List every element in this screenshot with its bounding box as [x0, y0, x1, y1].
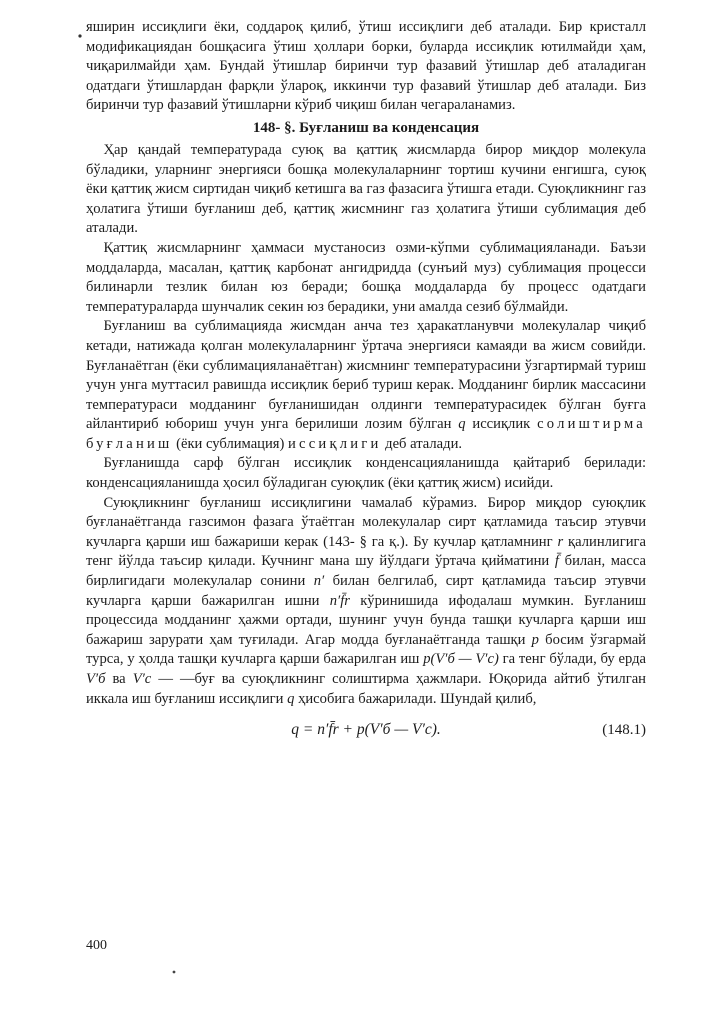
equation-number: (148.1): [602, 722, 646, 739]
symbol-p: p: [531, 631, 539, 648]
symbol-f-bar: f̄: [554, 553, 559, 570]
term-heat: иссиқлиги: [288, 435, 382, 452]
page-body: [86, 18, 646, 743]
opening-paragraph: яширин иссиқлиги ёки, соддароқ қилиб, ўтиш иссиқлиги деб аталади. Бир кристалл модификациядан бошқасига ўтиш ҳоллари борки, буларда иссиқлик ютилмайди ҳам, чиқарилмайди ҳам. Бундай ўтишлар биринчи тур фазавий ўтишлар деб аталадиган одатдаги ўтишлардан фарқли ўлароқ, иккинчи тур фазавий ўтишлар деб аталади. Биз биринчи тур фазавий ўтишларни кўриб чиқиш билан чегараланамиз.: [86, 19, 646, 114]
symbol-q: q: [458, 416, 466, 433]
expr-external-work: p(V′б — V′с): [423, 651, 499, 668]
symbol-v-liquid: V′с: [132, 671, 152, 687]
scan-speck: [78, 34, 81, 37]
paragraph-sublimation: Қаттиқ жисмларнинг ҳаммаси мустаносиз озми-кўпми сублимацияланади. Баъзи моддаларда, масалан, қаттиқ карбонат ангидридда (сунъий муз) сублимация процесси билинарли тезлик билан юз беради; бошқа моддаларда бу процесс одатдаги температураларда шунчалик секин юз берадики, уни амалда сезиб бўлмайди.: [86, 239, 646, 315]
symbol-nfr: n′f̄r: [329, 592, 350, 609]
paragraph-specific-heat: Буғланиш ва сублимацияда жисмдан анча тез ҳаракатланувчи молекулалар чиқиб кетади, натижада қолган молекулаларнинг ўртача энергияси камаяди ва жисм совийди. Буғланаётган (ёки сублимацияланаётган) жисмнинг температурасини ўзгартирмай туриш учун унга муттасил равишда иссиқлик бериб туриш керак. Модданинг бирлик массасини температураси модданинг буғланишидан олдинги температурасидек бўлган буғга айлантириб юбориш учун унга берилиши лозим бўлган q иссиқлик солиштирма буғланиш (ёки сублимация) иссиқлиги деб аталади.: [86, 318, 646, 452]
equation: q = n′f̄r + p(V′б — V′с).: [291, 721, 441, 739]
symbol-q-2: q: [287, 690, 295, 707]
symbol-r: r: [557, 533, 564, 550]
symbol-v-vapor: V′б: [86, 671, 106, 687]
scan-speck: [173, 971, 176, 974]
term-specific-evaporation: солиштирма буғланиш: [86, 416, 646, 452]
symbol-n-prime: n′: [313, 573, 325, 590]
equation-row: [86, 717, 646, 743]
paragraph-estimate: Суюқликнинг буғланиш иссиқлигини чамалаб кўрамиз. Бирор миқдор суюқлик буғланаётганда газсимон фазага ўтаётган молекулалар сирт қатламида таъсир этувчи кучларга қарши иш бажариши керак (143- § га қ.). Бу кучлар қатламнинг r қалинлигига тенг йўлда таъсир қилади. Кучнинг мана шу йўлдаги ўртача қийматини f̄ билан, масса бирлигидаги молекулалар сонини n′ билан белгилаб, сирт қатламида таъсир этувчи кучларга қарши бажарилган ишни n′f̄r кўринишида ифодалаш мумкин. Буғланиш процессида модданинг ҳажми ортади, шунинг учун бунда ташқи кучларга қарши иш бажариш зарурати ҳам туғилади. Агар модда буғланаётганда ташқи p босим ўзгармай турса, у ҳолда ташқи кучларга қарши бажарилган иш p(V′б — V′с) га тенг бўлади, бу ерда V′б ва V′с — —буғ ва суюқликнинг солиштирма ҳажмлари. Юқорида айтиб ўтилган иккала иш буғланиш иссиқлиги q ҳисобига бажарилади. Шундай қилиб,: [86, 494, 647, 707]
section-heading: 148- §. Буғланиш ва конденсация: [252, 119, 480, 136]
paragraph-condensation: Буғланишда сарф бўлган иссиқлик конденсацияланишда қайтариб берилади: конденсацияланишда ҳосил бўладиган суюқлик (ёки қаттиқ жисм) исийди.: [86, 455, 646, 492]
paragraph-evaporation-intro: Ҳар қандай температурада суюқ ва қаттиқ жисмларда бирор миқдор молекула бўладики, уларнинг энергияси бошқа молекулаларнинг тортиш кучини енгишга, суюқ ёки қаттиқ жисм сиртидан чиқиб кетишга ва газ фазасига ўтишга етади. Суюқликнинг газ ҳолатига ўтиши буғланиш деб, қаттиқ жисмнинг газ ҳолатига ўтиши сублимация деб аталади.: [86, 141, 646, 237]
page-number: 400: [86, 938, 107, 953]
